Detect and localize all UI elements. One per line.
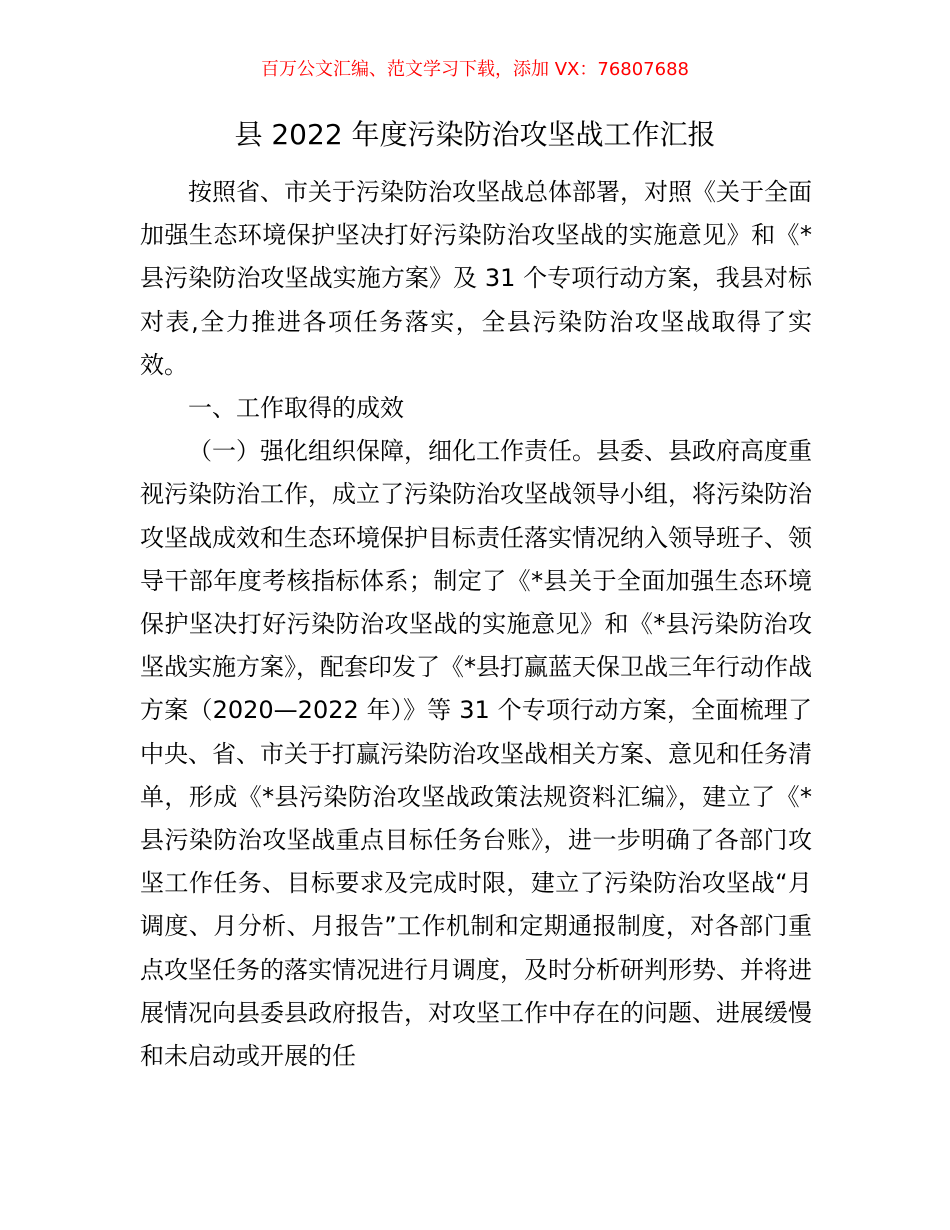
section-heading: 一、工作取得的成效	[188, 394, 404, 423]
document-body	[140, 171, 812, 1078]
header-promo-text: 百万公文汇编、范文学习下载，添加 VX：76807688	[261, 59, 689, 80]
intro-paragraph: 按照省、市关于污染防治攻坚战总体部署，对照《关于全面加强生态环境保护坚决打好污染防治攻坚战的实施意见》和《*县污染防治攻坚战实施方案》及 31 个专项行动方案，我县对标对表,全力推进各项任务落实，全县污染防治攻坚战取得了实效。	[140, 178, 812, 379]
document-title: 县 2022 年度污染防治攻坚战工作汇报	[234, 118, 716, 151]
body-paragraph: （一）强化组织保障，细化工作责任。县委、县政府高度重视污染防治工作，成立了污染防治攻坚战领导小组，将污染防治攻坚战成效和生态环境保护目标责任落实情况纳入领导班子、领导干部年度考核指标体系；制定了《*县关于全面加强生态环境保护坚决打好污染防治攻坚战的实施意见》和《*县污染防治攻坚战实施方案》，配套印发了《*县打赢蓝天保卫战三年行动作战方案（2020—2022 年）》等 31 个专项行动方案，全面梳理了中央、省、市关于打赢污染防治攻坚战相关方案、意见和任务清单，形成《*县污染防治攻坚战政策法规资料汇编》，建立了《*县污染防治攻坚战重点目标任务台账》，进一步明确了各部门攻坚工作任务、目标要求及完成时限，建立了污染防治攻坚战“月调度、月分析、月报告”工作机制和定期通报制度，对各部门重点攻坚任务的落实情况进行月调度，及时分析研判形势、并将进展情况向县委县政府报告，对攻坚工作中存在的问题、进展缓慢和未启动或开展的任	[140, 437, 812, 1071]
